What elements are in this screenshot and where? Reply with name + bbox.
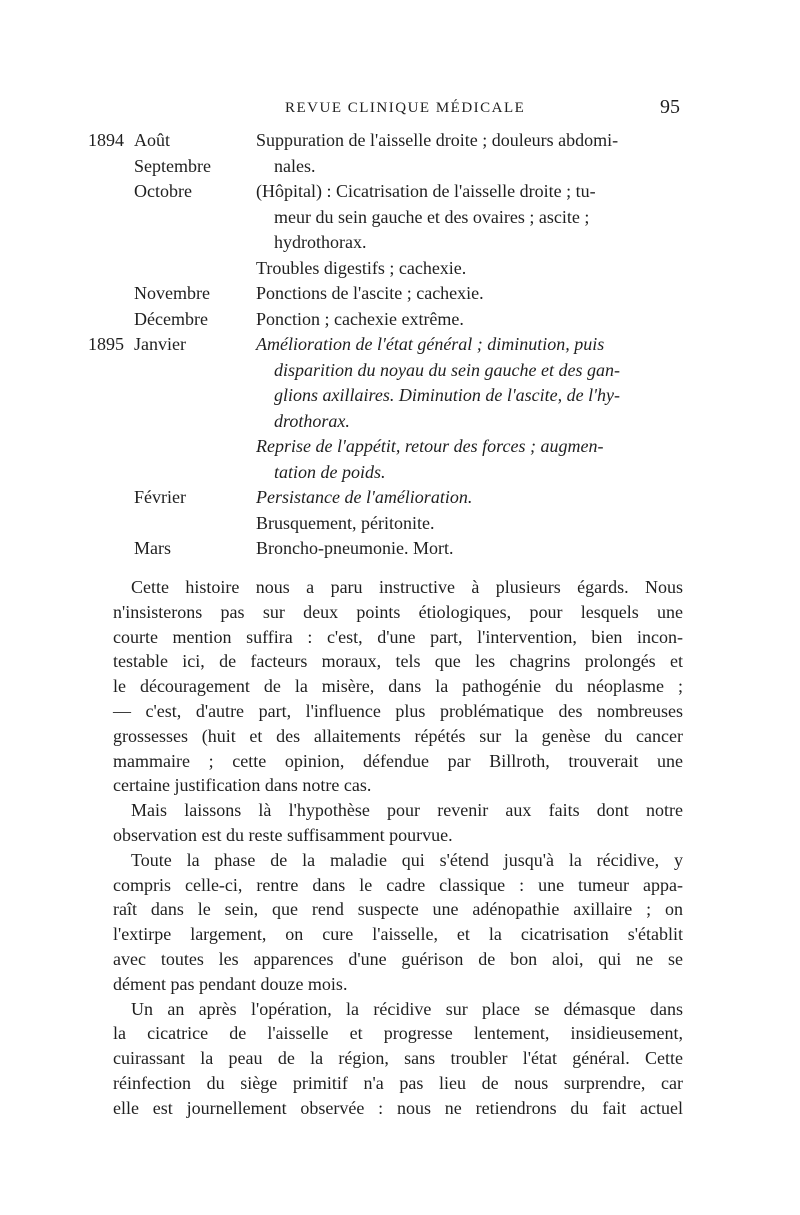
month-label: Mars bbox=[134, 538, 171, 558]
event-line: Amélioration de l'état général ; diminution, puis bbox=[256, 334, 605, 354]
event-line: Suppuration de l'aisselle droite ; douleurs abdomi- bbox=[256, 130, 619, 150]
month-label: Septembre bbox=[134, 155, 211, 176]
month-label: Décembre bbox=[134, 308, 208, 329]
text-line: Cette histoire nous a paru instructive à plusieurs égards. Nous bbox=[131, 577, 683, 597]
text-line: réinfection du siège primitif n'a pas lieu de nous surprendre, car bbox=[113, 1072, 683, 1093]
paragraph bbox=[113, 848, 683, 997]
event-line: nales. bbox=[274, 155, 316, 176]
text-line: courte mention suffira : c'est, d'une part, l'intervention, bien incon- bbox=[113, 626, 683, 647]
text-line: n'insisterons pas sur deux points étiologiques, pour lesquels une bbox=[113, 601, 683, 622]
month-label bbox=[134, 409, 248, 435]
month-label: Janvier bbox=[134, 334, 186, 354]
month-label bbox=[134, 383, 248, 409]
text-line: Mais laissons là l'hypothèse pour revenir aux faits dont notre bbox=[131, 800, 683, 821]
event-line: hydrothorax. bbox=[274, 232, 367, 252]
event-line: meur du sein gauche et des ovaires ; ascite ; bbox=[274, 206, 590, 227]
event-line: Ponctions de l'ascite ; cachexie. bbox=[256, 283, 484, 303]
text-line: le découragement de la misère, dans la pathogénie du néoplasme ; bbox=[113, 676, 683, 697]
text-line: certaine justification dans notre cas. bbox=[113, 775, 372, 796]
text-line: dément pas pendant douze mois. bbox=[113, 973, 348, 994]
paragraph bbox=[113, 575, 683, 798]
text-line: compris celle-ci, rentre dans le cadre classique : une tumeur appa- bbox=[113, 874, 683, 895]
text-line: mammaire ; cette opinion, défendue par Billroth, trouverait une bbox=[113, 750, 683, 771]
event-line: tation de poids. bbox=[274, 461, 386, 482]
body-text bbox=[113, 575, 683, 1121]
chronology-entry-1895 bbox=[0, 332, 800, 562]
text-line: grossesses (huit et des allaitements répétés sur la genèse du cancer bbox=[113, 725, 683, 746]
event-line: glions axillaires. Diminution de l'ascite, de l'hy- bbox=[274, 385, 620, 405]
text-line: Un an après l'opération, la récidive sur place se démasque dans bbox=[131, 998, 683, 1019]
event-line: disparition du noyau du sein gauche et des gan- bbox=[274, 359, 620, 380]
chronology-entry-1894 bbox=[0, 128, 800, 332]
text-line: — c'est, d'autre part, l'influence plus problématique des nombreuses bbox=[113, 700, 683, 721]
text-line: Toute la phase de la maladie qui s'étend jusqu'à la récidive, y bbox=[131, 849, 683, 870]
month-label bbox=[134, 511, 248, 537]
text-line: la cicatrice de l'aisselle et progresse lentement, insidieusement, bbox=[113, 1023, 683, 1044]
month-label bbox=[134, 230, 248, 256]
year-label: 1894 bbox=[88, 130, 124, 150]
chronology-table bbox=[0, 128, 800, 562]
page-number: 95 bbox=[660, 96, 680, 118]
month-label: Août bbox=[134, 130, 170, 150]
event-line: (Hôpital) : Cicatrisation de l'aisselle droite ; tu- bbox=[256, 181, 596, 201]
text-line: cuirassant la peau de la région, sans troubler l'état général. Cette bbox=[113, 1048, 683, 1069]
event-line: Persistance de l'amélioration. bbox=[256, 487, 473, 507]
event-line: Troubles digestifs ; cachexie. bbox=[256, 257, 467, 278]
running-title: REVUE CLINIQUE MÉDICALE bbox=[285, 100, 526, 116]
event-line: drothorax. bbox=[274, 410, 350, 431]
month-column bbox=[134, 332, 248, 562]
event-line: Brusquement, péritonite. bbox=[256, 512, 435, 533]
month-label bbox=[134, 434, 248, 460]
month-label: Février bbox=[134, 487, 186, 507]
paragraph bbox=[113, 997, 683, 1121]
month-label bbox=[134, 358, 248, 384]
year-label: 1895 bbox=[88, 334, 124, 354]
event-column bbox=[248, 332, 680, 562]
month-label: Novembre bbox=[134, 283, 210, 303]
event-line: Reprise de l'appétit, retour des forces ; augmen- bbox=[256, 436, 604, 456]
text-line: raît dans le sein, que rend suspecte une adénopathie axillaire ; on bbox=[113, 899, 683, 920]
month-label bbox=[134, 205, 248, 231]
event-line: Broncho-pneumonie. Mort. bbox=[256, 538, 454, 558]
text-line: elle est journellement observée : nous ne retiendrons du fait actuel bbox=[113, 1097, 683, 1118]
text-line: l'extirpe largement, on cure l'aisselle, et la cicatrisation s'établit bbox=[113, 924, 683, 945]
month-label bbox=[134, 256, 248, 282]
paragraph bbox=[113, 798, 683, 848]
month-label bbox=[134, 460, 248, 486]
month-column bbox=[134, 128, 248, 332]
text-line: observation est du reste suffisamment pourvue. bbox=[113, 824, 453, 845]
event-line: Ponction ; cachexie extrême. bbox=[256, 308, 464, 329]
text-line: testable ici, de facteurs moraux, tels que les chagrins prolongés et bbox=[113, 651, 683, 672]
month-label: Octobre bbox=[134, 181, 192, 201]
event-column bbox=[248, 128, 680, 332]
text-line: avec toutes les apparences d'une guérison de bon aloi, qui ne se bbox=[113, 948, 683, 969]
